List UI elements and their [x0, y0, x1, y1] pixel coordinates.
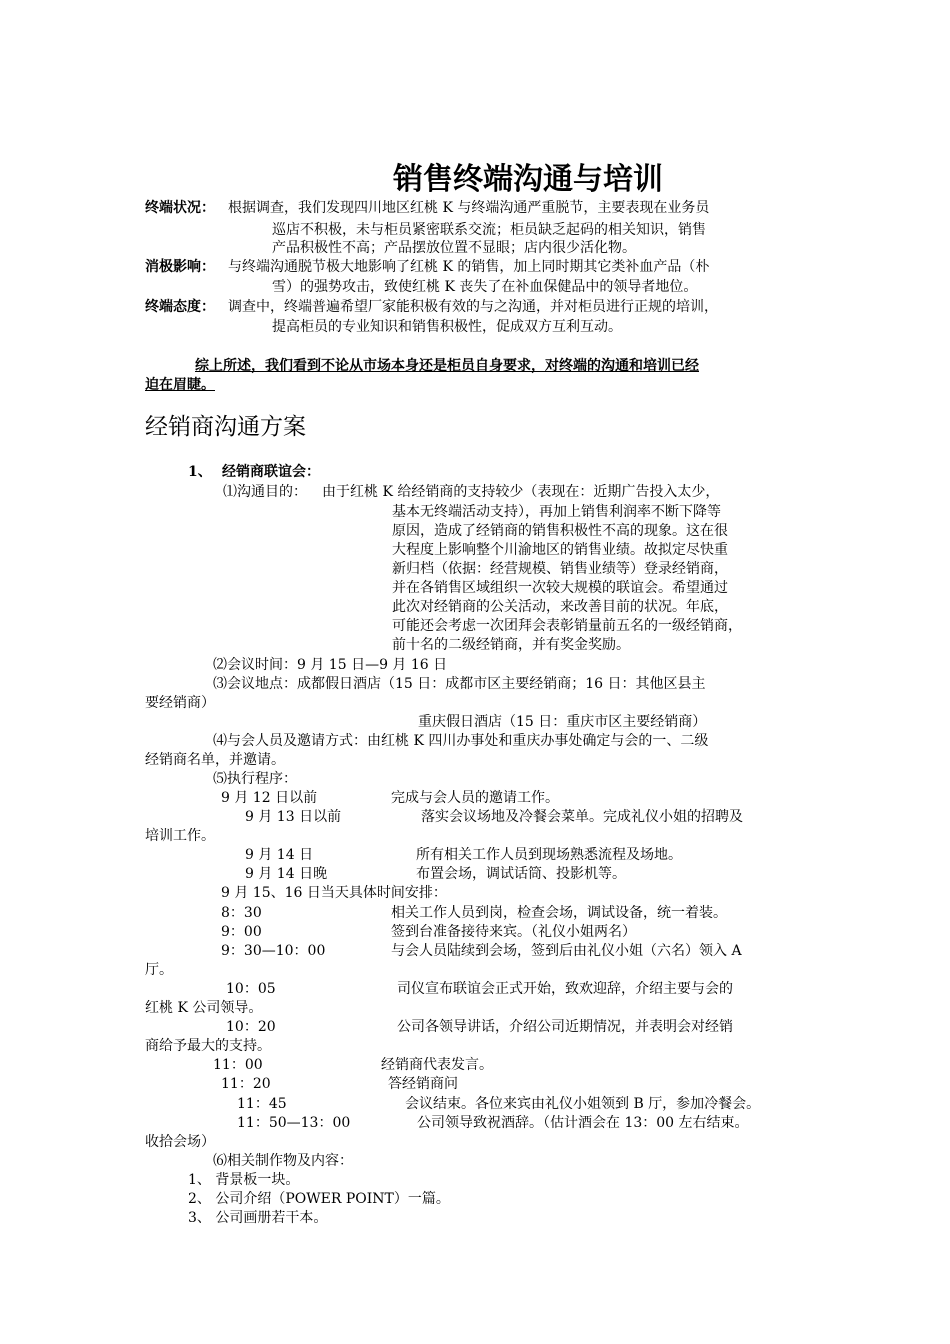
day-task: 司仪宣布联谊会正式开始，致欢迎辞，介绍主要与会的: [397, 981, 733, 997]
negative-impact-line: 雪）的强势攻击，致使红桃 K 丧失了在补血保健品中的领导者地位。: [272, 279, 698, 295]
day-cont: 收拾会场）: [145, 1134, 215, 1150]
purpose-line: 大程度上影响整个川渝地区的销售业绩。故拟定尽快重: [392, 542, 728, 558]
materials-label: ⑹相关制作物及内容：: [213, 1153, 353, 1169]
schedule-task: 完成与会人员的邀请工作。: [391, 790, 559, 806]
schedule-task: 落实会议场地及冷餐会菜单。完成礼仪小姐的招聘及: [421, 809, 743, 825]
day-task: 会议结束。各位来宾由礼仪小姐领到 B 厅，参加冷餐会。: [405, 1096, 761, 1112]
purpose-line: 原因，造成了经销商的销售积极性不高的现象。这在很: [392, 523, 728, 539]
day-cont: 厅。: [145, 962, 173, 978]
day-cont: 红桃 K 公司领导。: [145, 1000, 263, 1016]
day-task: 公司领导致祝酒辞。（估计酒会在 13：00 左右结束。: [417, 1115, 749, 1131]
attendees-line: ⑷与会人员及邀请方式：由红桃 K 四川办事处和重庆办事处确定与会的一、二级: [213, 733, 709, 749]
purpose-line: 此次对经销商的公关活动，来改善目前的状况。年底，: [392, 599, 728, 615]
attendees-line: 经销商名单，并邀请。: [145, 752, 285, 768]
purpose-line: 基本无终端活动支持），再加上销售利润率不断下降等: [392, 504, 721, 520]
day-task: 与会人员陆续到会场，签到后由礼仪小姐（六名）领入 A: [391, 943, 742, 959]
day-time: 11：50—13：00: [237, 1115, 351, 1131]
purpose-line: 由于红桃 K 给经销商的支持较少（表现在：近期广告投入太少，: [322, 484, 720, 500]
purpose-line: 前十名的二级经销商，并有奖金奖励。: [392, 637, 630, 653]
terminal-attitude-line: 调查中，终端普遍希望厂家能积极有效的与之沟通，并对柜员进行正规的培训，: [228, 299, 718, 315]
schedule-date: 9 月 14 日: [245, 847, 314, 863]
item-label: 经销商联谊会：: [222, 464, 320, 480]
day-task: 公司各领导讲话，介绍公司近期情况，并表明会对经销: [397, 1019, 733, 1035]
page-title: 销售终端沟通与培训: [393, 162, 663, 197]
day-time: 10：20: [226, 1019, 276, 1035]
terminal-status-line: 巡店不积极，未与柜员紧密联系交流；柜员缺乏起码的相关知识，销售: [272, 222, 706, 238]
purpose-line: 新归档（依据：经营规模、销售业绩等）登录经销商，: [392, 561, 728, 577]
day-task: 经销商代表发言。: [381, 1057, 493, 1073]
section-heading: 经销商沟通方案: [145, 414, 306, 440]
schedule-date: 9 月 13 日以前: [245, 809, 342, 825]
day-time: 11：00: [213, 1057, 263, 1073]
venue-line: 重庆假日酒店（15 日：重庆市区主要经销商）: [418, 714, 707, 730]
summary-line: 综上所述，我们看到不论从市场本身还是柜员自身要求，对终端的沟通和培训已经: [195, 358, 699, 374]
day-task: 相关工作人员到岗，检查会场，调试设备，统一着装。: [391, 905, 727, 921]
materials-item: 2、 公司介绍（POWER POINT）一篇。: [188, 1191, 450, 1207]
schedule-task: 所有相关工作人员到现场熟悉流程及场地。: [416, 847, 682, 863]
venue-line: ⑶会议地点：成都假日酒店（15 日：成都市区主要经销商；16 日：其他区县主: [213, 676, 706, 692]
day-time: 9：30—10：00: [221, 943, 326, 959]
procedure-label: ⑸执行程序：: [213, 771, 297, 787]
negative-impact-line: 与终端沟通脱节极大地影响了红桃 K 的销售，加上同时期其它类补血产品（朴: [228, 259, 710, 275]
terminal-status-line: 根据调查，我们发现四川地区红桃 K 与终端沟通严重脱节，主要表现在业务员: [228, 200, 710, 216]
summary-line: 迫在眉睫。: [145, 377, 215, 393]
purpose-label: ⑴沟通目的：: [223, 484, 307, 500]
materials-item: 3、 公司画册若干本。: [188, 1210, 328, 1226]
day-time: 11：45: [237, 1096, 287, 1112]
day-time: 11：20: [221, 1076, 271, 1092]
purpose-line: 并在各销售区域组织一次较大规模的联谊会。希望通过: [392, 580, 728, 596]
day-time: 10：05: [226, 981, 276, 997]
negative-impact-label: 消极影响：: [145, 259, 215, 275]
schedule-date: 9 月 12 日以前: [221, 790, 318, 806]
schedule-cont: 培训工作。: [145, 828, 215, 844]
day-task: 签到台准备接待来宾。（礼仪小姐两名）: [391, 924, 636, 940]
terminal-status-line: 产品积极性不高；产品摆放位置不显眼；店内很少活化物。: [272, 240, 636, 256]
day-time: 8：30: [221, 905, 262, 921]
terminal-attitude-label: 终端态度：: [145, 299, 215, 315]
terminal-attitude-line: 提高柜员的专业知识和销售积极性，促成双方互利互动。: [272, 319, 622, 335]
terminal-status-label: 终端状况：: [145, 200, 215, 216]
day-task: 答经销商问: [388, 1076, 458, 1092]
purpose-line: 可能还会考虑一次团拜会表彰销量前五名的一级经销商，: [392, 618, 742, 634]
meeting-time: ⑵会议时间：9 月 15 日—9 月 16 日: [213, 657, 448, 673]
venue-line: 要经销商）: [145, 695, 215, 711]
materials-item: 1、 背景板一块。: [188, 1172, 300, 1188]
schedule-date: 9 月 14 日晚: [245, 866, 328, 882]
day-time: 9：00: [221, 924, 262, 940]
schedule-task: 布置会场，调试话筒、投影机等。: [416, 866, 626, 882]
day-cont: 商给予最大的支持。: [145, 1038, 271, 1054]
item-number: 1、: [188, 464, 212, 480]
day-schedule-label: 9 月 15、16 日当天具体时间安排：: [221, 885, 447, 901]
